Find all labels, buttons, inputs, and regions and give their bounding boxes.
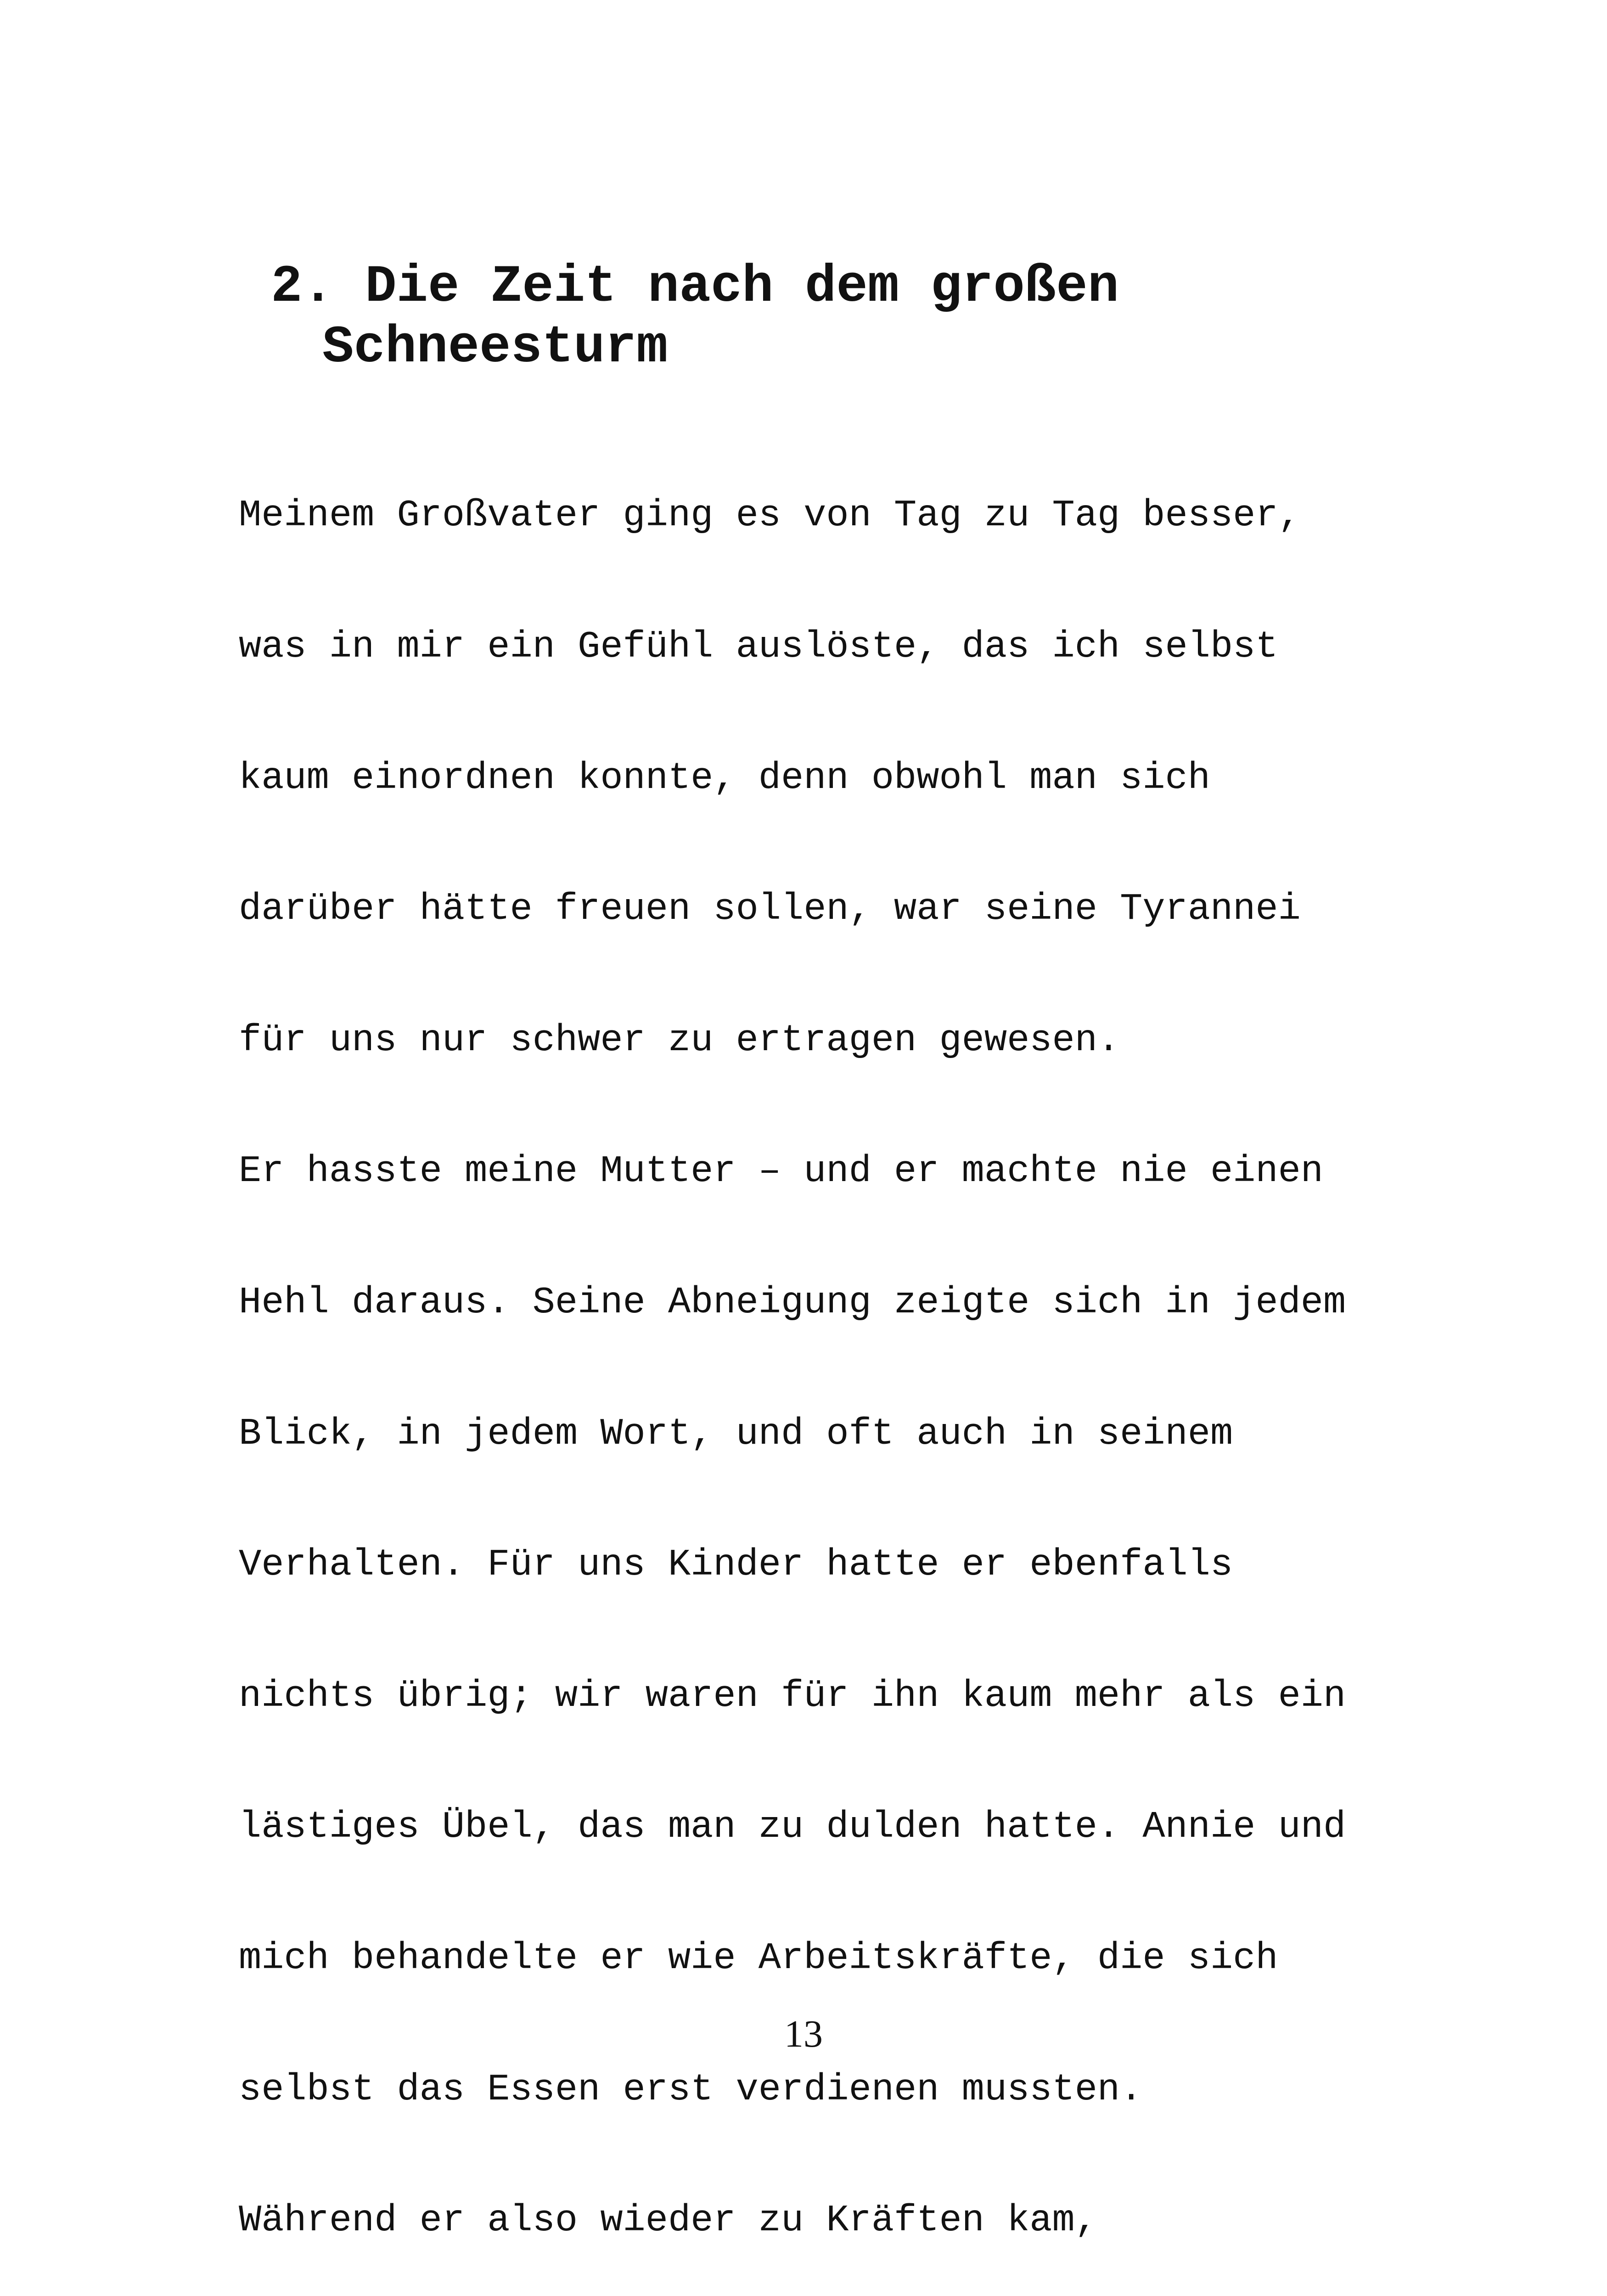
body-line: darüber hätte freuen sollen, war seine Tyrannei	[239, 888, 1301, 931]
body-line: Während er also wieder zu Kräften kam,	[239, 2199, 1097, 2242]
body-line: selbst das Essen erst verdienen mussten.	[239, 2068, 1143, 2111]
chapter-heading-line-2: Schneesturm	[322, 318, 668, 377]
body-line: lästiges Übel, das man zu dulden hatte. Annie und	[239, 1806, 1346, 1849]
body-line: was in mir ein Gefühl auslöste, das ich selbst	[239, 625, 1278, 668]
body-line: für uns nur schwer zu ertragen gewesen.	[239, 1019, 1120, 1062]
body-line: Er hasste meine Mutter – und er machte nie einen	[239, 1150, 1323, 1193]
chapter-heading	[271, 257, 1465, 378]
chapter-heading-line-1: 2. Die Zeit nach dem großen	[271, 258, 1119, 317]
body-line: mich behandelte er wie Arbeitskräfte, die sich	[239, 1936, 1278, 1980]
body-line: nichts übrig; wir waren für ihn kaum mehr als ein	[239, 1674, 1346, 1717]
body-line: Verhalten. Für uns Kinder hatte er ebenfalls	[239, 1543, 1233, 1587]
page-number: 13	[784, 2013, 823, 2055]
body-line: Blick, in jedem Wort, und oft auch in seinem	[239, 1412, 1233, 1455]
body-line: Hehl daraus. Seine Abneigung zeigte sich in jedem	[239, 1281, 1346, 1324]
body-line: kaum einordnen konnte, denn obwohl man sich	[239, 756, 1210, 799]
body-line: Meinem Großvater ging es von Tag zu Tag besser,	[239, 494, 1301, 537]
